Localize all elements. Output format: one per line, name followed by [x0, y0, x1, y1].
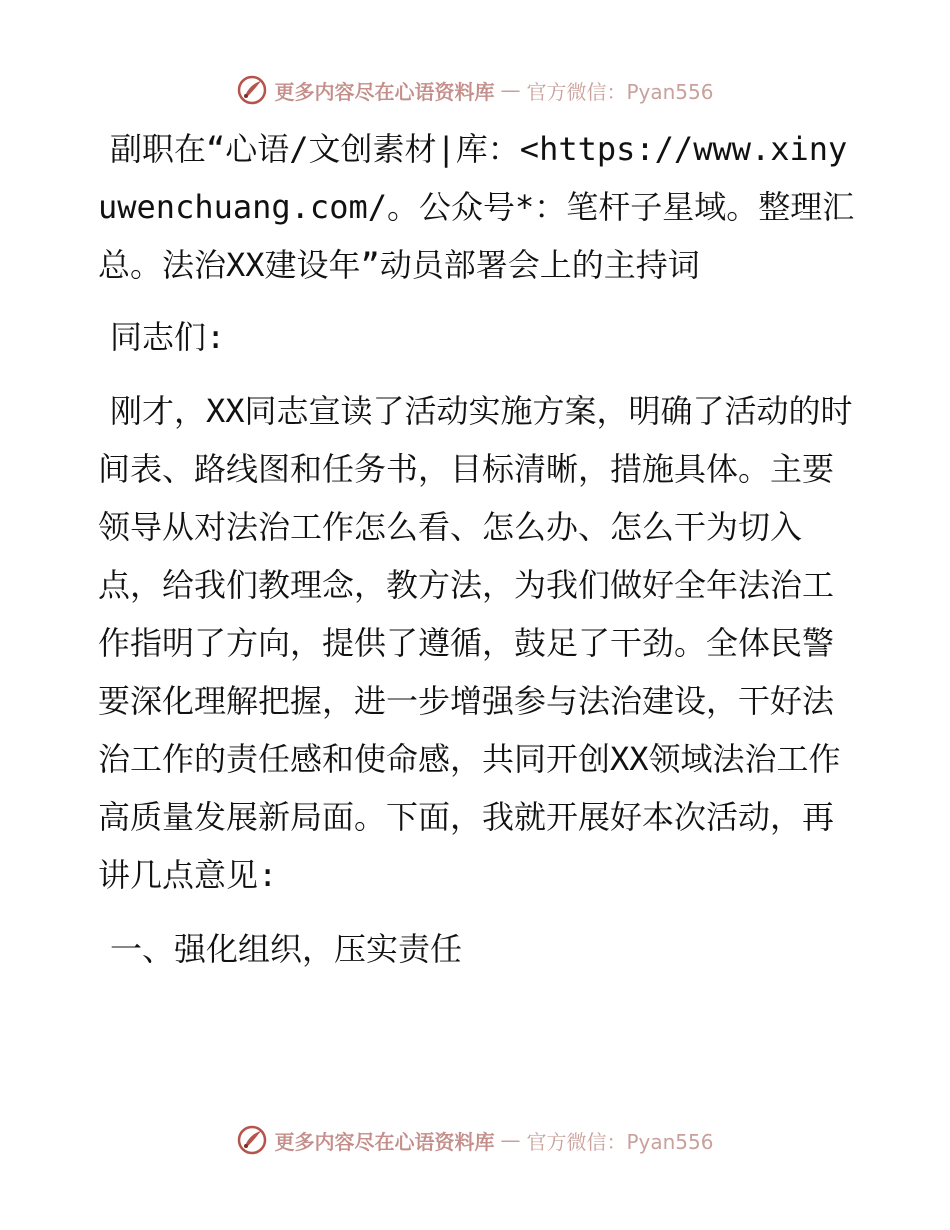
watermark-slogan: 更多内容尽在心语资料库: [274, 79, 495, 104]
watermark-slogan: 更多内容尽在心语资料库: [274, 1129, 495, 1154]
document-body: [98, 120, 858, 994]
watermark-contact: 官方微信：Pyan556: [526, 79, 714, 104]
watermark-contact: 官方微信：Pyan556: [526, 1129, 714, 1154]
watermark-dash: —: [500, 1128, 521, 1152]
header-watermark: [0, 70, 950, 110]
brush-pen-logo-icon: [236, 1124, 268, 1156]
footer-watermark: [0, 1120, 950, 1160]
document-title: 副职在“心语/文创素材|库：<https://www.xinyuwenchuang.com/。公众号*：笔杆子星域。整理汇总。法治XX建设年”动员部署会上的主持词: [98, 130, 855, 284]
section-heading: 一、强化组织，压实责任: [110, 930, 463, 968]
brush-pen-logo-icon: [236, 74, 268, 106]
greeting: 同志们:: [110, 318, 226, 356]
body-paragraph: 刚才，XX同志宣读了活动实施方案，明确了活动的时间表、路线图和任务书，目标清晰，措施具体。主要领导从对法治工作怎么看、怎么办、怎么干为切入点，给我们教理念，教方法，为我们做好全年法治工作指明了方向，提供了遵循，鼓足了干劲。全体民警要深化理解把握，进一步增强参与法治建设，干好法治工作的责任感和使命感，共同开创XX领域法治工作高质量发展新局面。下面，我就开展好本次活动，再讲几点意见:: [98, 392, 853, 894]
watermark-dash: —: [500, 78, 521, 102]
